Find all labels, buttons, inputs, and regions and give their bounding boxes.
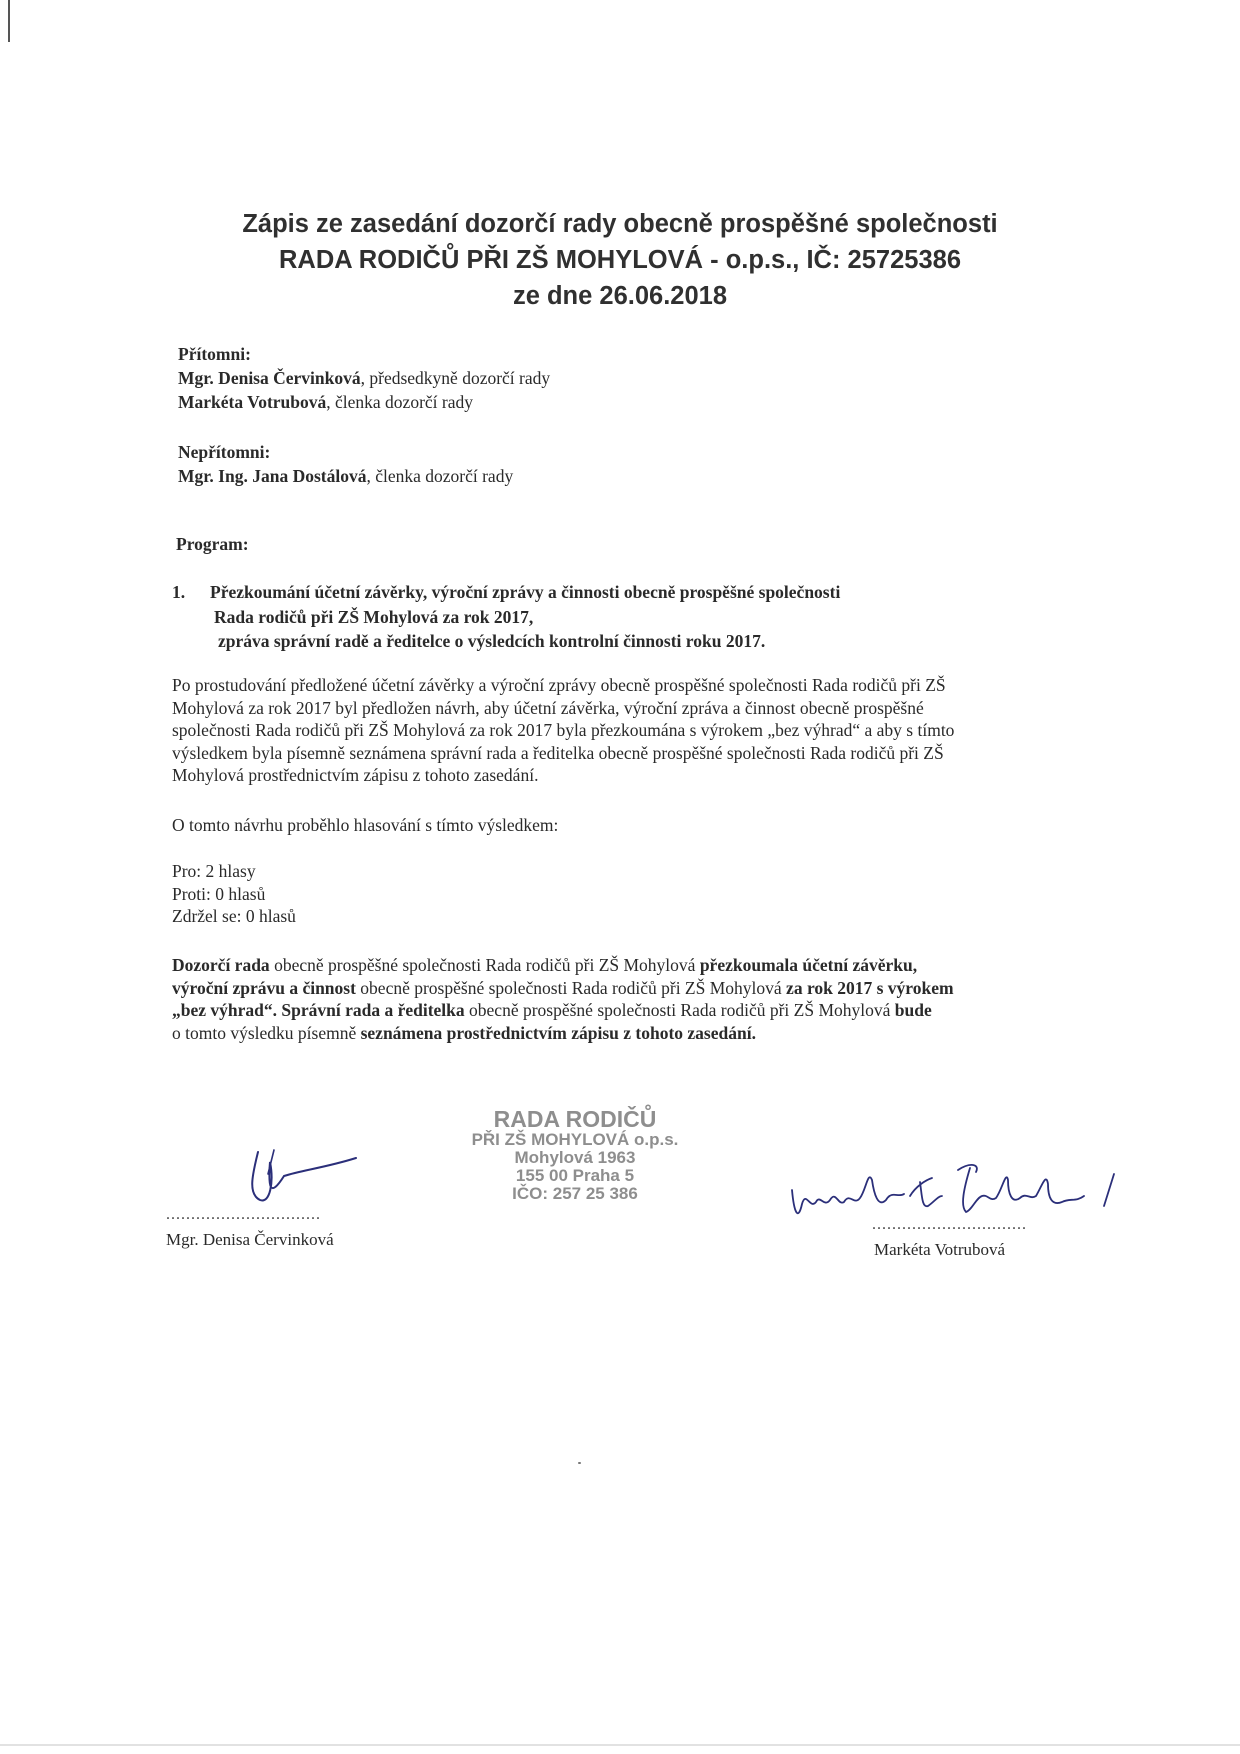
vote-abstain: Zdržel se: 0 hlasů [172, 906, 296, 926]
present-member: Markéta Votrubová, členka dozorčí rady [178, 392, 473, 412]
stamp-line-3: Mohylová 1963 [514, 1148, 636, 1167]
organization-stamp [450, 1107, 700, 1203]
present-section [178, 342, 550, 414]
stamp-line-4: 155 00 Praha 5 [515, 1166, 635, 1185]
scan-speck [578, 1462, 581, 1464]
program-item-number: 1. [172, 582, 186, 602]
stamp-line-5: IČO: 257 25 386 [512, 1184, 638, 1203]
title-line-3: ze dne 26.06.2018 [512, 282, 728, 310]
scan-edge-mark [8, 0, 10, 42]
vote-for: Pro: 2 hlasy [172, 861, 256, 881]
vote-against: Proti: 0 hlasů [172, 883, 266, 904]
signature-line-left: ............................... [166, 1206, 321, 1223]
conclusion-paragraph: Dozorčí rada obecně prospěšné společnosti Rada rodičů při ZŠ Mohylová přezkoumala účetní závěrku, výroční zprávu a činnost obecně prospěšné společnosti Rada rodičů při ZŠ Mohylová za rok 2017 s výrokem „bez výhrad“. Správní rada a ředitelka obecně prospěšné společnosti Rada rodičů při ZŠ Mohylová bude o tomto výsledku písemně seznámena prostřednictvím zápisu z tohoto zasedání. [172, 955, 954, 1043]
title-line-1: Zápis ze zasedání dozorčí rady obecně prospěšné společnosti [242, 210, 998, 238]
program-item-text: Přezkoumání účetní závěrky, výroční zprávy a činnosti obecně prospěšné společnosti Rada rodičů při ZŠ Mohylová za rok 2017, zpráva správní radě a ředitelce o výsledcích kontrolní činnosti roku 2017. [210, 582, 841, 651]
document-title [150, 206, 1090, 314]
absent-label: Nepřítomni: [178, 442, 271, 462]
review-paragraph: Po prostudování předložené účetní závěrky a výroční zprávy obecně prospěšné společnosti Rada rodičů při ZŠ Mohylová za rok 2017 byl předložen návrh, aby účetní závěrka, výroční zpráva a činnost obecně prospěšné společnosti Rada rodičů při ZŠ Mohylová za rok 2017 byla přezkoumána s výrokem „bez výhrad“ a aby s tímto výsledkem byla písemně seznámena správní rada a ředitelka obecně prospěšné společnosti Rada rodičů při ZŠ Mohylová prostřednictvím zápisu z tohoto zasedání. [172, 675, 955, 785]
stamp-line-1: RADA RODIČŮ [493, 1106, 657, 1132]
absent-section [178, 440, 513, 488]
vote-results [172, 860, 1072, 928]
signatory-right-name: Markéta Votrubová [874, 1240, 1006, 1259]
vote-intro: O tomto návrhu proběhlo hlasování s tímto výsledkem: [172, 815, 559, 835]
scan-edge-line [0, 1744, 1240, 1746]
title-line-2: RADA RODIČŮ PŘI ZŠ MOHYLOVÁ - o.p.s., IČ: 25725386 [278, 246, 961, 274]
stamp-line-2: PŘI ZŠ MOHYLOVÁ o.p.s. [471, 1130, 679, 1149]
present-member: Mgr. Denisa Červinková, předsedkyně dozorčí rady [178, 368, 551, 388]
present-label: Přítomni: [178, 344, 251, 364]
signature-cervinkova-image [228, 1132, 368, 1212]
signature-line-right: ............................... [872, 1216, 1027, 1233]
absent-member: Mgr. Ing. Jana Dostálová, členka dozorčí rady [178, 466, 514, 486]
program-label: Program: [176, 534, 249, 554]
signatory-left-name: Mgr. Denisa Červinková [166, 1230, 334, 1249]
